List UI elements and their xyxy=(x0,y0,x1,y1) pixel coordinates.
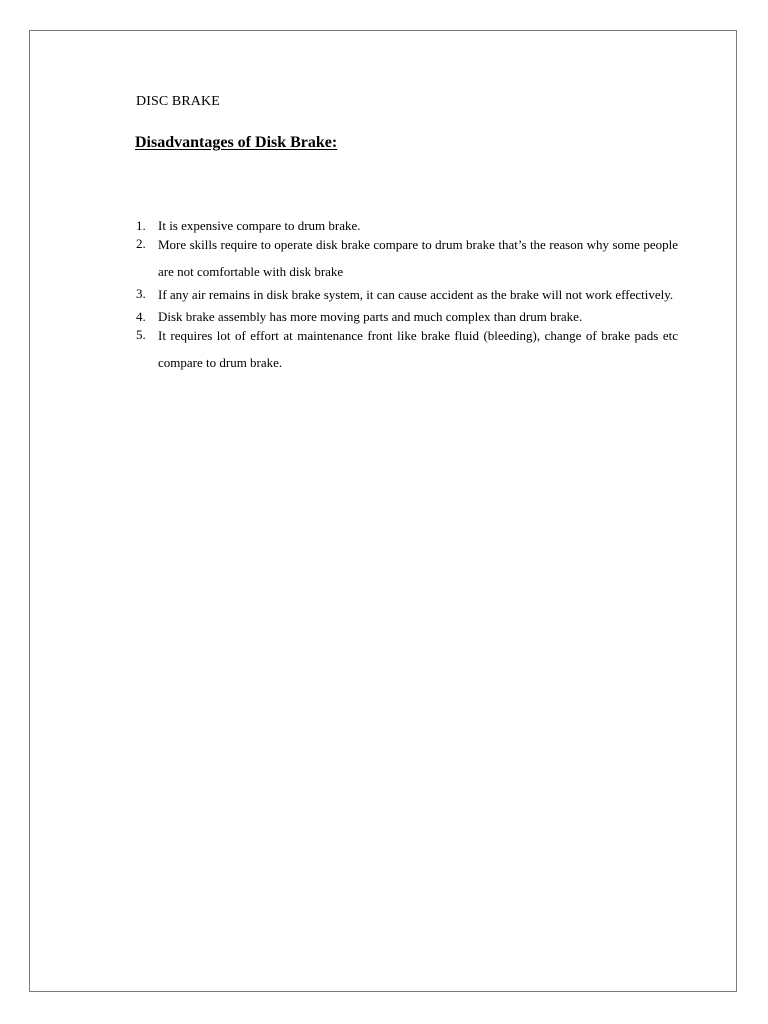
list-item-number: 3. xyxy=(136,286,146,301)
document-heading: DISC BRAKE xyxy=(136,94,220,109)
list-item-number: 2. xyxy=(136,236,146,251)
list-item-number: 1. xyxy=(136,218,146,233)
list-item-text: It requires lot of effort at maintenance front like brake fluid (bleeding), change of brake pads etc compare to drum brake. xyxy=(158,328,678,370)
list-item-text: More skills require to operate disk brake compare to drum brake that’s the reason why some people are not comfortable with disk brake xyxy=(158,237,678,279)
section-title: Disadvantages of Disk Brake: xyxy=(135,134,338,151)
page-frame xyxy=(29,30,737,992)
list-item xyxy=(136,235,678,285)
list-item xyxy=(136,285,678,308)
list-item-text: If any air remains in disk brake system, it can cause accident as the brake will not work effectively. xyxy=(158,287,674,302)
list-item-text: Disk brake assembly has more moving parts and much complex than drum brake. xyxy=(158,309,583,324)
list-item-number: 5. xyxy=(136,327,146,342)
list-item xyxy=(136,326,678,376)
disadvantages-list xyxy=(136,217,678,376)
list-item-text: It is expensive compare to drum brake. xyxy=(158,218,361,233)
list-item-number: 4. xyxy=(136,309,146,324)
